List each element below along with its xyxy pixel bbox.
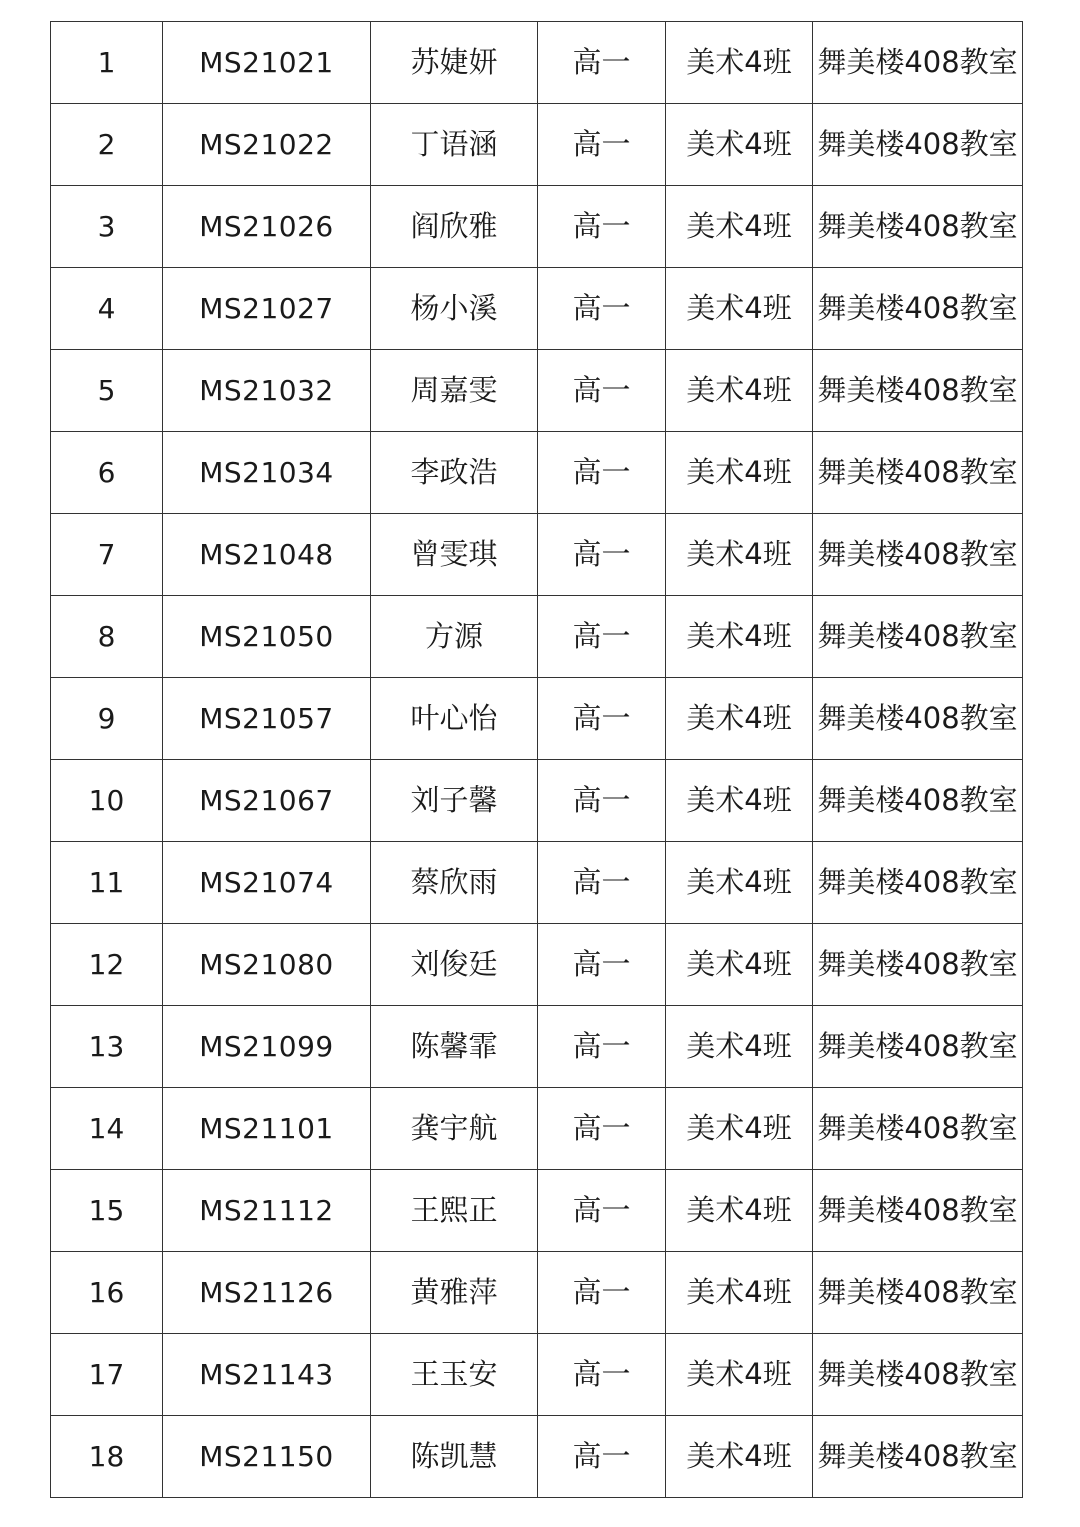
cell-student-name: 王玉安	[371, 1334, 538, 1416]
cell-grade: 高一	[538, 22, 666, 104]
cell-student-name: 王熙正	[371, 1170, 538, 1252]
cell-class: 美术4班	[666, 350, 813, 432]
cell-grade: 高一	[538, 268, 666, 350]
cell-class: 美术4班	[666, 842, 813, 924]
cell-class: 美术4班	[666, 678, 813, 760]
cell-class: 美术4班	[666, 760, 813, 842]
cell-student-name: 龚宇航	[371, 1088, 538, 1170]
cell-classroom: 舞美楼408教室	[813, 760, 1023, 842]
cell-number: 7	[51, 514, 163, 596]
cell-student-name: 蔡欣雨	[371, 842, 538, 924]
cell-student-id: MS21080	[163, 924, 371, 1006]
cell-classroom: 舞美楼408教室	[813, 1088, 1023, 1170]
cell-classroom: 舞美楼408教室	[813, 104, 1023, 186]
cell-student-name: 黄雅萍	[371, 1252, 538, 1334]
cell-grade: 高一	[538, 350, 666, 432]
cell-grade: 高一	[538, 678, 666, 760]
cell-classroom: 舞美楼408教室	[813, 924, 1023, 1006]
cell-grade: 高一	[538, 842, 666, 924]
cell-class: 美术4班	[666, 268, 813, 350]
cell-number: 12	[51, 924, 163, 1006]
student-roster-table	[50, 21, 1023, 1498]
cell-student-id: MS21112	[163, 1170, 371, 1252]
cell-student-name: 李政浩	[371, 432, 538, 514]
cell-student-name: 刘俊廷	[371, 924, 538, 1006]
cell-classroom: 舞美楼408教室	[813, 1170, 1023, 1252]
cell-student-id: MS21057	[163, 678, 371, 760]
table-row	[51, 842, 1023, 924]
cell-number: 13	[51, 1006, 163, 1088]
cell-student-name: 周嘉雯	[371, 350, 538, 432]
table-row	[51, 678, 1023, 760]
cell-number: 10	[51, 760, 163, 842]
table-row	[51, 22, 1023, 104]
cell-grade: 高一	[538, 1088, 666, 1170]
cell-student-id: MS21150	[163, 1416, 371, 1498]
cell-grade: 高一	[538, 514, 666, 596]
cell-student-name: 陈凯慧	[371, 1416, 538, 1498]
cell-grade: 高一	[538, 1334, 666, 1416]
cell-classroom: 舞美楼408教室	[813, 1416, 1023, 1498]
table-row	[51, 596, 1023, 678]
cell-student-name: 曾雯琪	[371, 514, 538, 596]
cell-classroom: 舞美楼408教室	[813, 1334, 1023, 1416]
cell-class: 美术4班	[666, 514, 813, 596]
cell-class: 美术4班	[666, 186, 813, 268]
cell-student-name: 方源	[371, 596, 538, 678]
cell-classroom: 舞美楼408教室	[813, 1252, 1023, 1334]
table-row	[51, 1006, 1023, 1088]
table-row	[51, 514, 1023, 596]
cell-class: 美术4班	[666, 432, 813, 514]
cell-student-id: MS21074	[163, 842, 371, 924]
table-row	[51, 1252, 1023, 1334]
table-row	[51, 1334, 1023, 1416]
cell-number: 15	[51, 1170, 163, 1252]
table-row	[51, 432, 1023, 514]
cell-number: 16	[51, 1252, 163, 1334]
cell-class: 美术4班	[666, 1088, 813, 1170]
cell-number: 3	[51, 186, 163, 268]
cell-class: 美术4班	[666, 1006, 813, 1088]
cell-grade: 高一	[538, 1006, 666, 1088]
cell-grade: 高一	[538, 924, 666, 1006]
cell-student-id: MS21101	[163, 1088, 371, 1170]
table-row	[51, 760, 1023, 842]
cell-class: 美术4班	[666, 104, 813, 186]
cell-classroom: 舞美楼408教室	[813, 678, 1023, 760]
cell-number: 17	[51, 1334, 163, 1416]
cell-grade: 高一	[538, 760, 666, 842]
table-row	[51, 924, 1023, 1006]
cell-grade: 高一	[538, 1170, 666, 1252]
cell-student-id: MS21022	[163, 104, 371, 186]
table-row	[51, 268, 1023, 350]
cell-student-id: MS21034	[163, 432, 371, 514]
cell-student-name: 苏婕妍	[371, 22, 538, 104]
cell-classroom: 舞美楼408教室	[813, 350, 1023, 432]
cell-student-id: MS21099	[163, 1006, 371, 1088]
cell-student-id: MS21067	[163, 760, 371, 842]
cell-number: 5	[51, 350, 163, 432]
cell-student-name: 丁语涵	[371, 104, 538, 186]
table-row	[51, 1088, 1023, 1170]
table-row	[51, 104, 1023, 186]
cell-grade: 高一	[538, 432, 666, 514]
cell-number: 1	[51, 22, 163, 104]
cell-number: 14	[51, 1088, 163, 1170]
cell-classroom: 舞美楼408教室	[813, 596, 1023, 678]
cell-number: 9	[51, 678, 163, 760]
cell-student-id: MS21143	[163, 1334, 371, 1416]
cell-classroom: 舞美楼408教室	[813, 22, 1023, 104]
roster-body	[51, 22, 1023, 1498]
cell-number: 2	[51, 104, 163, 186]
cell-classroom: 舞美楼408教室	[813, 514, 1023, 596]
cell-student-name: 叶心怡	[371, 678, 538, 760]
cell-class: 美术4班	[666, 22, 813, 104]
cell-student-id: MS21050	[163, 596, 371, 678]
cell-number: 6	[51, 432, 163, 514]
cell-class: 美术4班	[666, 1334, 813, 1416]
cell-student-id: MS21048	[163, 514, 371, 596]
cell-grade: 高一	[538, 186, 666, 268]
table-row	[51, 186, 1023, 268]
cell-student-id: MS21021	[163, 22, 371, 104]
cell-class: 美术4班	[666, 1252, 813, 1334]
cell-number: 8	[51, 596, 163, 678]
cell-student-name: 陈馨霏	[371, 1006, 538, 1088]
cell-student-name: 杨小溪	[371, 268, 538, 350]
cell-classroom: 舞美楼408教室	[813, 842, 1023, 924]
cell-class: 美术4班	[666, 1416, 813, 1498]
table-row	[51, 1170, 1023, 1252]
cell-student-id: MS21026	[163, 186, 371, 268]
cell-student-name: 阎欣雅	[371, 186, 538, 268]
cell-number: 18	[51, 1416, 163, 1498]
cell-grade: 高一	[538, 1252, 666, 1334]
cell-student-id: MS21032	[163, 350, 371, 432]
cell-grade: 高一	[538, 104, 666, 186]
cell-classroom: 舞美楼408教室	[813, 432, 1023, 514]
cell-class: 美术4班	[666, 596, 813, 678]
cell-classroom: 舞美楼408教室	[813, 1006, 1023, 1088]
cell-number: 11	[51, 842, 163, 924]
cell-class: 美术4班	[666, 924, 813, 1006]
cell-classroom: 舞美楼408教室	[813, 186, 1023, 268]
cell-number: 4	[51, 268, 163, 350]
cell-classroom: 舞美楼408教室	[813, 268, 1023, 350]
cell-student-name: 刘子馨	[371, 760, 538, 842]
table-row	[51, 350, 1023, 432]
cell-class: 美术4班	[666, 1170, 813, 1252]
table-row	[51, 1416, 1023, 1498]
cell-grade: 高一	[538, 596, 666, 678]
cell-grade: 高一	[538, 1416, 666, 1498]
cell-student-id: MS21027	[163, 268, 371, 350]
cell-student-id: MS21126	[163, 1252, 371, 1334]
